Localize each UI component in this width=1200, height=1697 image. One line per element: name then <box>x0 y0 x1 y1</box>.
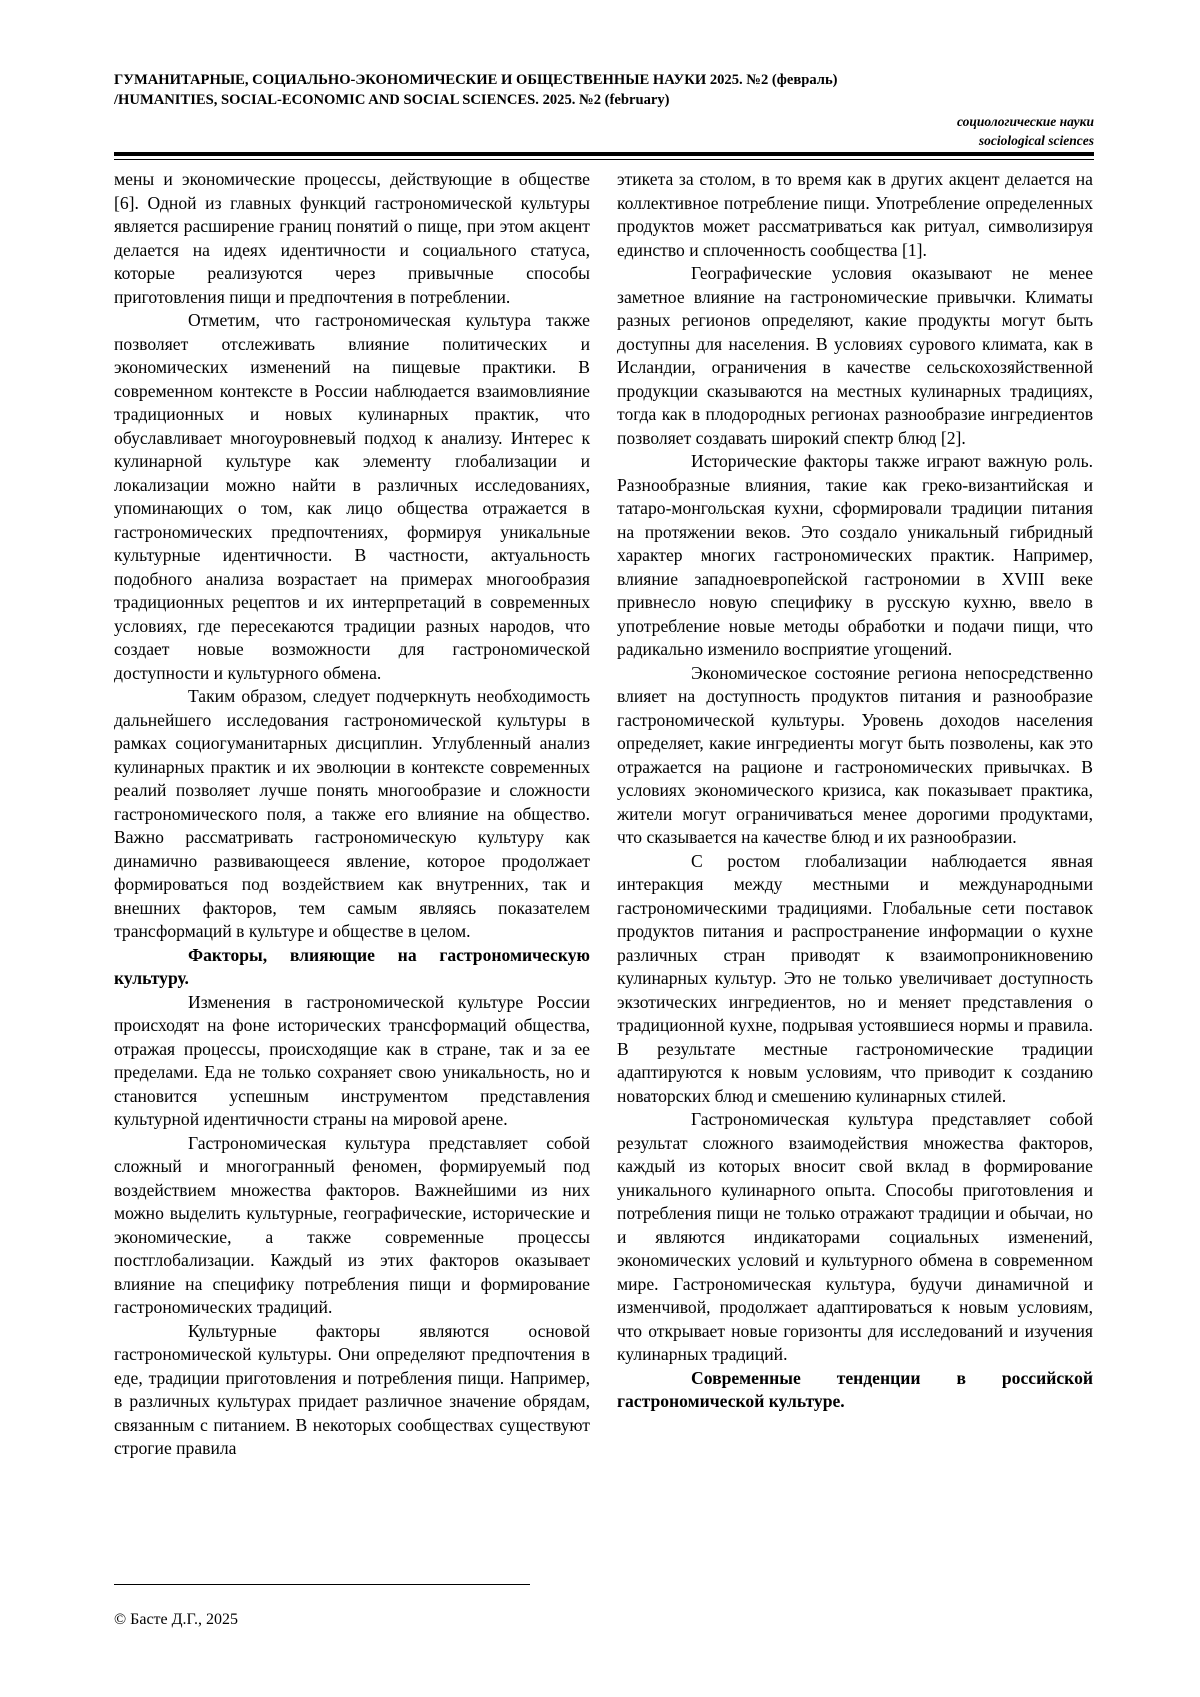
journal-title-en: /HUMANITIES, SOCIAL-ECONOMIC AND SOCIAL SCIENCES. 2025. №2 (february) <box>114 92 670 108</box>
section-name-en: sociological sciences <box>978 133 1094 148</box>
paragraph: С ростом глобализации наблюдается явная интеракция между местными и международными гастрономическими традициями. Глобальные сети поставок продуктов питания и распространение информации о кухне различных стран приводят к взаимопроникновению кулинарных культур. Это не только увеличивает доступность экзотических ингредиентов, но и меняет представления о традиционной кухне, подрывая устоявшиеся нормы и правила. В результате местные гастрономические традиции адаптируются к новым условиям, что приводит к созданию новаторских блюд и смешению кулинарных стилей. <box>617 850 1093 1106</box>
right-column <box>617 168 1093 1414</box>
paragraph: Гастрономическая культура представляет собой результат сложного взаимодействия множества факторов, каждый из которых вносит свой вклад в формирование уникального кулинарного опыта. Способы приготовления и потребления пищи не только отражают традиции и обычаи, но и являются индикаторами социальных изменений, экономических условий и культурного обмена в современном мире. Гастрономическая культура, будучи динамичной и изменчивой, продолжает адаптироваться к новым условиям, что открывает новые горизонты для исследований и изучения кулинарных традиций. <box>617 1109 1093 1364</box>
paragraph: Культурные факторы являются основой гастрономической культуры. Они определяют предпочтения в еде, традиции приготовления и потребления пищи. Например, в различных культурах придает различное значение обрядам, связанным с питанием. В некоторых сообществах существуют строгие правила <box>114 1320 590 1458</box>
paragraph: Гастрономическая культура представляет собой сложный и многогранный феномен, формируемый под воздействием множества факторов. Важнейшими из них можно выделить культурные, географические, исторические и экономические, а также современные процессы постглобализации. Каждый из этих факторов оказывает влияние на специфику потребления пищи и формирование гастрономических традиций. <box>114 1132 590 1317</box>
journal-header <box>114 70 1094 110</box>
copyright-footnote: © Басте Д.Г., 2025 <box>114 1611 238 1628</box>
paragraph: Таким образом, следует подчеркнуть необходимость дальнейшего исследования гастрономической культуры в рамках социогуманитарных дисциплин. Углубленный анализ кулинарных практик и их эволюции в контексте современных реалий позволяет лучше понять многообразие и сложности гастрономического поля, а также его влияние на общество. Важно рассматривать гастрономическую культуру как динамично развивающееся явление, которое продолжает формироваться под воздействием как внутренних, так и внешних факторов, тем самым являясь показателем трансформаций в культуре и обществе в целом. <box>114 686 590 941</box>
left-column <box>114 168 590 1461</box>
paragraph: Исторические факторы также играют важную роль. Разнообразные влияния, такие как греко-византийская и татаро-монгольская кухни, сформировали традиции питания на протяжении веков. Это создало уникальный гибридный характер многих гастрономических практик. Например, влияние западноевропейской гастрономии в XVIII веке привнесло новую специфику в русскую кухню, ввело в употребление новые методы обработки и подачи пищи, что радикально изменило восприятие угощений. <box>617 451 1093 659</box>
paragraph: Географические условия оказывают не менее заметное влияние на гастрономические привычки. Климаты разных регионов определяют, какие продукты могут быть доступны для населения. В условиях сурового климата, как в Исландии, ограничения в качестве сельскохозяйственной продукции сказываются на местных кулинарных традициях, тогда как в плодородных регионах разнообразие ингредиентов позволяет создавать широкий спектр блюд [2]. <box>617 263 1093 448</box>
footnote-rule <box>114 1584 530 1585</box>
header-rule-thick <box>114 152 1094 156</box>
section-heading: Факторы, влияющие на гастрономическую культуру. <box>114 944 590 988</box>
paragraph: Экономическое состояние региона непосредственно влияет на доступность продуктов питания и разнообразие гастрономической культуры. Уровень доходов населения определяет, какие ингредиенты могут быть позволены, как это отражается на рационе и гастрономических привычках. В условиях экономического кризиса, как показывает практика, жители могут ограничиваться менее дорогими продуктами, что сказывается на качестве блюд и их разнообразии. <box>617 662 1093 847</box>
section-name-ru: социологические науки <box>956 114 1094 129</box>
section-tag <box>957 112 1094 150</box>
paragraph: этикета за столом, в то время как в других акцент делается на коллективное потребление пищи. Употребление определенных продуктов может рассматриваться как ритуал, символизируя единство и сплоченность сообщества [1]. <box>617 169 1093 260</box>
paragraph: Отметим, что гастрономическая культура также позволяет отслеживать влияние политических и экономических изменений на пищевые практики. В современном контексте в России наблюдается взаимовлияние традиционных и новых кулинарных практик, что обуславливает многоуровневый подход к анализу. Интерес к кулинарной культуре как элементу глобализации и локализации можно найти в различных исследованиях, упоминающих о том, как лицо общества отражается в гастрономических предпочтениях, формируя уникальные культурные идентичности. В частности, актуальность подобного анализа возрастает на примерах многообразия традиционных рецептов и их интерпретаций в современных условиях, где пересекаются традиции разных народов, что создает новые возможности для гастрономической доступности и культурного обмена. <box>114 310 590 683</box>
header-rule-thin <box>114 159 1094 160</box>
paragraph: мены и экономические процессы, действующие в обществе [6]. Одной из главных функций гастрономической культуры является расширение границ понятий о пище, при этом акцент делается на идеях идентичности и социального статуса, которые реализуются через привычные способы приготовления пищи и предпочтения в потреблении. <box>114 169 590 307</box>
paragraph: Изменения в гастрономической культуре России происходят на фоне исторических трансформаций общества, отражая процессы, происходящие как в стране, так и за ее пределами. Еда не только сохраняет свою уникальность, но и становится успешным инструментом представления культурной идентичности страны на мировой арене. <box>114 991 590 1129</box>
journal-title-ru: ГУМАНИТАРНЫЕ, СОЦИАЛЬНО-ЭКОНОМИЧЕСКИЕ И ОБЩЕСТВЕННЫЕ НАУКИ 2025. №2 (февраль) <box>114 72 838 88</box>
section-heading: Современные тенденции в российской гастрономической культуре. <box>617 1367 1093 1411</box>
